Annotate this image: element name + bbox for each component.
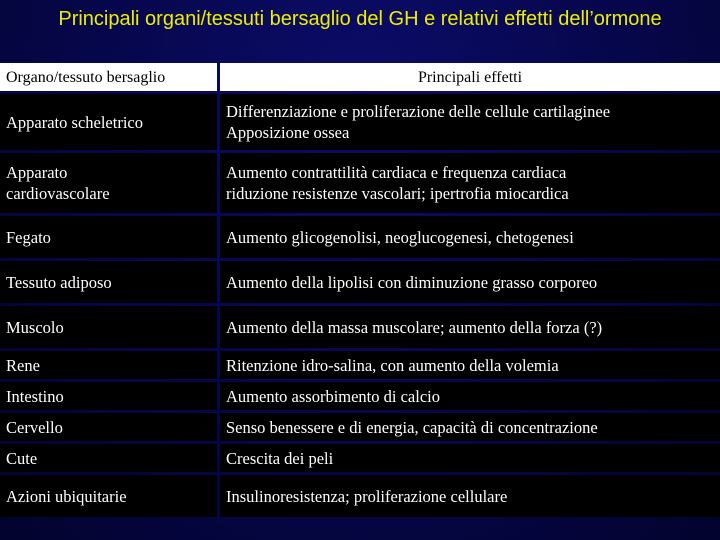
effects-table	[0, 63, 720, 520]
organ-cell	[0, 413, 217, 441]
effect-line: Aumento della lipolisi con diminuzione grasso corporeo	[226, 272, 598, 292]
organ-line: Intestino	[6, 386, 64, 406]
organ-line: Cute	[6, 448, 38, 468]
organ-cell	[0, 306, 217, 348]
effects-cell	[220, 351, 720, 379]
effect-line: Aumento glicogenolisi, neoglucogenesi, chetogenesi	[226, 227, 574, 247]
table-row	[0, 94, 720, 150]
table-row	[0, 306, 720, 348]
effects-cell	[220, 306, 720, 348]
effects-cell	[220, 444, 720, 472]
effects-cell	[220, 94, 720, 150]
organ-line: Cervello	[6, 417, 63, 437]
effect-line: Aumento della massa muscolare; aumento della forza (?)	[226, 317, 603, 337]
effects-cell	[220, 216, 720, 258]
effect-line: riduzione resistenze vascolari; ipertrofia miocardica	[226, 184, 569, 203]
table-row	[0, 153, 720, 213]
table-row	[0, 413, 720, 441]
organ-line: Tessuto adiposo	[6, 272, 112, 292]
header-organ: Organo/tessuto bersaglio	[0, 63, 217, 91]
effects-cell	[220, 413, 720, 441]
organ-cell	[0, 153, 217, 213]
table-row	[0, 444, 720, 472]
table-row	[0, 261, 720, 303]
organ-cell	[0, 261, 217, 303]
header-effects: Principali effetti	[220, 63, 720, 91]
effect-line: Senso benessere e di energia, capacità di concentrazione	[226, 417, 598, 437]
effect-line: Ritenzione idro-salina, con aumento della volemia	[226, 355, 559, 375]
organ-cell	[0, 94, 217, 150]
effect-line: Aumento contrattilità cardiaca e frequenza cardiaca	[226, 163, 567, 182]
organ-line: Rene	[6, 355, 40, 375]
effects-cell	[220, 153, 720, 213]
effect-line: Differenziazione e proliferazione delle cellule cartilaginee	[226, 102, 611, 121]
table-row	[0, 475, 720, 517]
table-header-row	[0, 63, 720, 91]
organ-line: Azioni ubiquitarie	[6, 486, 127, 506]
slide-title: Principali organi/tessuti bersaglio del GH e relativi effetti dell’ormone	[58, 8, 662, 30]
effect-line: Apposizione ossea	[226, 123, 350, 142]
organ-cell	[0, 444, 217, 472]
organ-cell	[0, 382, 217, 410]
effects-cell	[220, 382, 720, 410]
organ-cell	[0, 216, 217, 258]
effect-line: Aumento assorbimento di calcio	[226, 386, 440, 406]
organ-line: Muscolo	[6, 317, 64, 337]
effect-line: Crescita dei peli	[226, 448, 334, 468]
organ-line: Fegato	[6, 227, 51, 247]
effects-cell	[220, 261, 720, 303]
effect-line: Insulinoresistenza; proliferazione cellulare	[226, 486, 508, 506]
effects-cell	[220, 475, 720, 517]
table-row	[0, 351, 720, 379]
organ-cell	[0, 351, 217, 379]
organ-line: Apparato scheletrico	[6, 112, 143, 132]
table-row	[0, 216, 720, 258]
table-row	[0, 382, 720, 410]
organ-line: cardiovascolare	[6, 184, 110, 203]
organ-line: Apparato	[6, 163, 68, 182]
organ-cell	[0, 475, 217, 517]
